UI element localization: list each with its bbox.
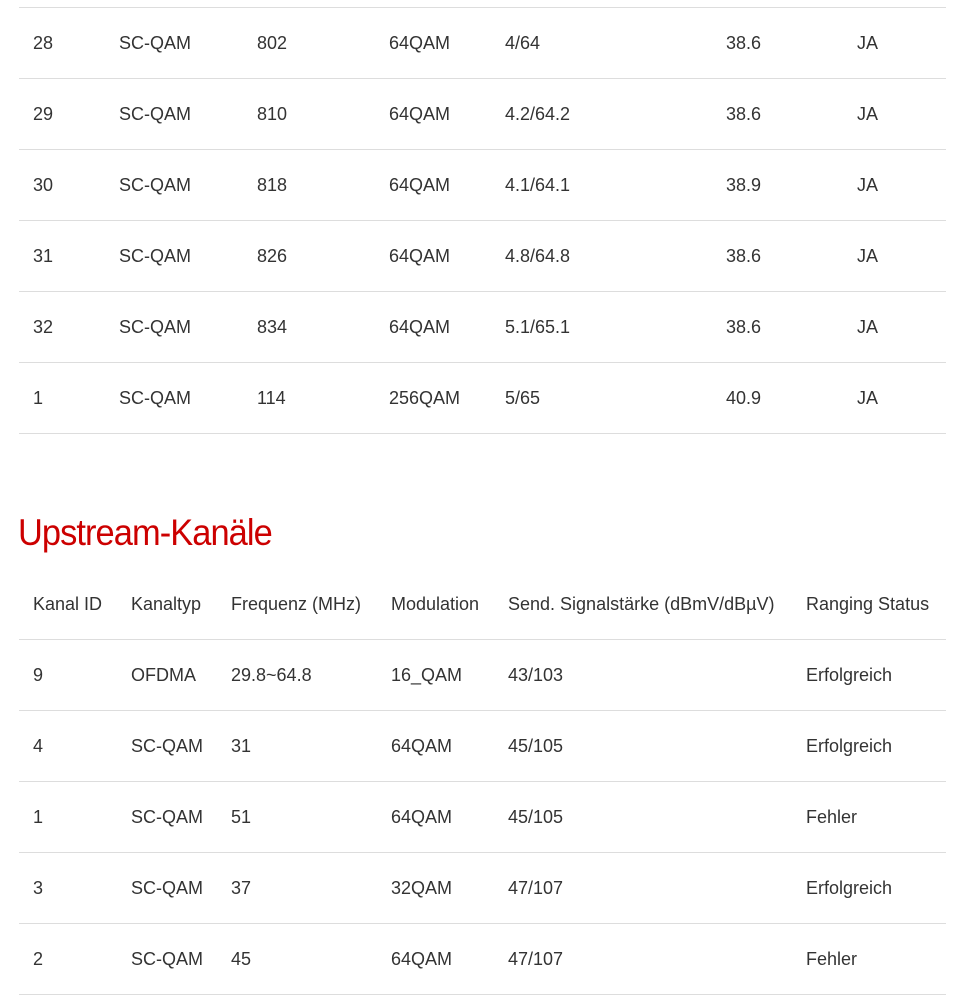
cell-kanal-id: 2 [33, 949, 44, 969]
cell-kanaltyp: SC-QAM [131, 949, 203, 969]
cell-ranging-status: Erfolgreich [806, 736, 893, 756]
cell-signalstaerke: 4.8/64.8 [505, 246, 571, 266]
cell-kanaltyp: SC-QAM [119, 388, 191, 408]
cell-modulation: 64QAM [389, 33, 451, 53]
cell-signalstaerke: 4.2/64.2 [505, 104, 571, 124]
cell-mse: 38.6 [726, 317, 762, 337]
cell-locked: JA [857, 175, 879, 195]
cell-signalstaerke: 47/107 [508, 878, 564, 898]
table-row [19, 292, 946, 363]
cell-modulation: 64QAM [391, 807, 453, 827]
cell-kanaltyp: SC-QAM [131, 878, 203, 898]
cell-locked: JA [857, 104, 879, 124]
cell-kanaltyp: SC-QAM [119, 104, 191, 124]
upstream-section-title: Upstream-Kanäle [18, 512, 272, 553]
cell-signalstaerke: 45/105 [508, 807, 564, 827]
cell-kanaltyp: SC-QAM [131, 736, 203, 756]
cell-modulation: 64QAM [389, 246, 451, 266]
table-row [19, 221, 946, 292]
cell-modulation: 64QAM [391, 949, 453, 969]
cell-modulation: 64QAM [389, 175, 451, 195]
cell-ranging-status: Erfolgreich [806, 665, 893, 685]
cell-frequenz: 802 [257, 33, 288, 53]
cell-ranging-status: Fehler [806, 949, 858, 969]
downstream-table [19, 7, 946, 434]
table-row [19, 924, 946, 995]
cell-locked: JA [857, 317, 879, 337]
cell-frequenz: 31 [231, 736, 252, 756]
cell-frequenz: 834 [257, 317, 288, 337]
table-row [19, 150, 946, 221]
cell-mse: 40.9 [726, 388, 762, 408]
cell-frequenz: 29.8~64.8 [231, 665, 312, 685]
header-ranging-status: Ranging Status [806, 594, 930, 614]
header-modulation: Modulation [391, 594, 480, 614]
cell-mse: 38.6 [726, 33, 762, 53]
header-kanaltyp: Kanaltyp [131, 594, 202, 614]
upstream-header-row [19, 569, 946, 640]
cell-modulation: 64QAM [389, 317, 451, 337]
table-row [19, 640, 946, 711]
cell-kanal-id: 32 [33, 317, 54, 337]
cell-kanal-id: 1 [33, 388, 44, 408]
cell-mse: 38.6 [726, 246, 762, 266]
cell-kanal-id: 1 [33, 807, 44, 827]
cell-kanal-id: 31 [33, 246, 54, 266]
table-row [19, 782, 946, 853]
cell-kanaltyp: OFDMA [131, 665, 196, 685]
table-row [19, 363, 946, 434]
cell-kanal-id: 30 [33, 175, 54, 195]
cell-kanal-id: 9 [33, 665, 44, 685]
cell-frequenz: 114 [257, 388, 286, 408]
cell-ranging-status: Erfolgreich [806, 878, 893, 898]
upstream-table [19, 569, 946, 995]
cell-frequenz: 51 [231, 807, 252, 827]
cell-signalstaerke: 5.1/65.1 [505, 317, 571, 337]
cell-kanaltyp: SC-QAM [131, 807, 203, 827]
table-row [19, 79, 946, 150]
cell-signalstaerke: 47/107 [508, 949, 564, 969]
cell-kanaltyp: SC-QAM [119, 317, 191, 337]
cell-kanal-id: 28 [33, 33, 54, 53]
cell-kanal-id: 29 [33, 104, 54, 124]
cell-modulation: 256QAM [389, 388, 461, 408]
cell-frequenz: 818 [257, 175, 288, 195]
upstream-table-body [19, 640, 946, 995]
cell-modulation: 16_QAM [391, 665, 463, 685]
table-row [19, 711, 946, 782]
cell-modulation: 32QAM [391, 878, 453, 898]
cell-locked: JA [857, 246, 879, 266]
cell-kanaltyp: SC-QAM [119, 175, 191, 195]
header-kanal-id: Kanal ID [33, 594, 103, 614]
cell-frequenz: 37 [231, 878, 252, 898]
cell-signalstaerke: 4/64 [505, 33, 541, 53]
cell-signalstaerke: 4.1/64.1 [505, 175, 571, 195]
table-row [19, 853, 946, 924]
cell-modulation: 64QAM [389, 104, 451, 124]
table-row [19, 7, 946, 79]
cell-signalstaerke: 5/65 [505, 388, 541, 408]
header-frequenz: Frequenz (MHz) [231, 594, 362, 614]
cell-locked: JA [857, 33, 879, 53]
cell-kanaltyp: SC-QAM [119, 33, 191, 53]
cell-mse: 38.6 [726, 104, 762, 124]
cell-ranging-status: Fehler [806, 807, 858, 827]
cell-signalstaerke: 43/103 [508, 665, 564, 685]
cell-kanal-id: 3 [33, 878, 44, 898]
cell-frequenz: 810 [257, 104, 288, 124]
cell-kanaltyp: SC-QAM [119, 246, 191, 266]
header-signalstaerke: Send. Signalstärke (dBmV/dBµV) [508, 594, 775, 614]
cell-frequenz: 45 [231, 949, 252, 969]
cell-signalstaerke: 45/105 [508, 736, 564, 756]
cell-kanal-id: 4 [33, 736, 44, 756]
cell-frequenz: 826 [257, 246, 288, 266]
cell-locked: JA [857, 388, 879, 408]
cell-mse: 38.9 [726, 175, 762, 195]
cell-modulation: 64QAM [391, 736, 453, 756]
